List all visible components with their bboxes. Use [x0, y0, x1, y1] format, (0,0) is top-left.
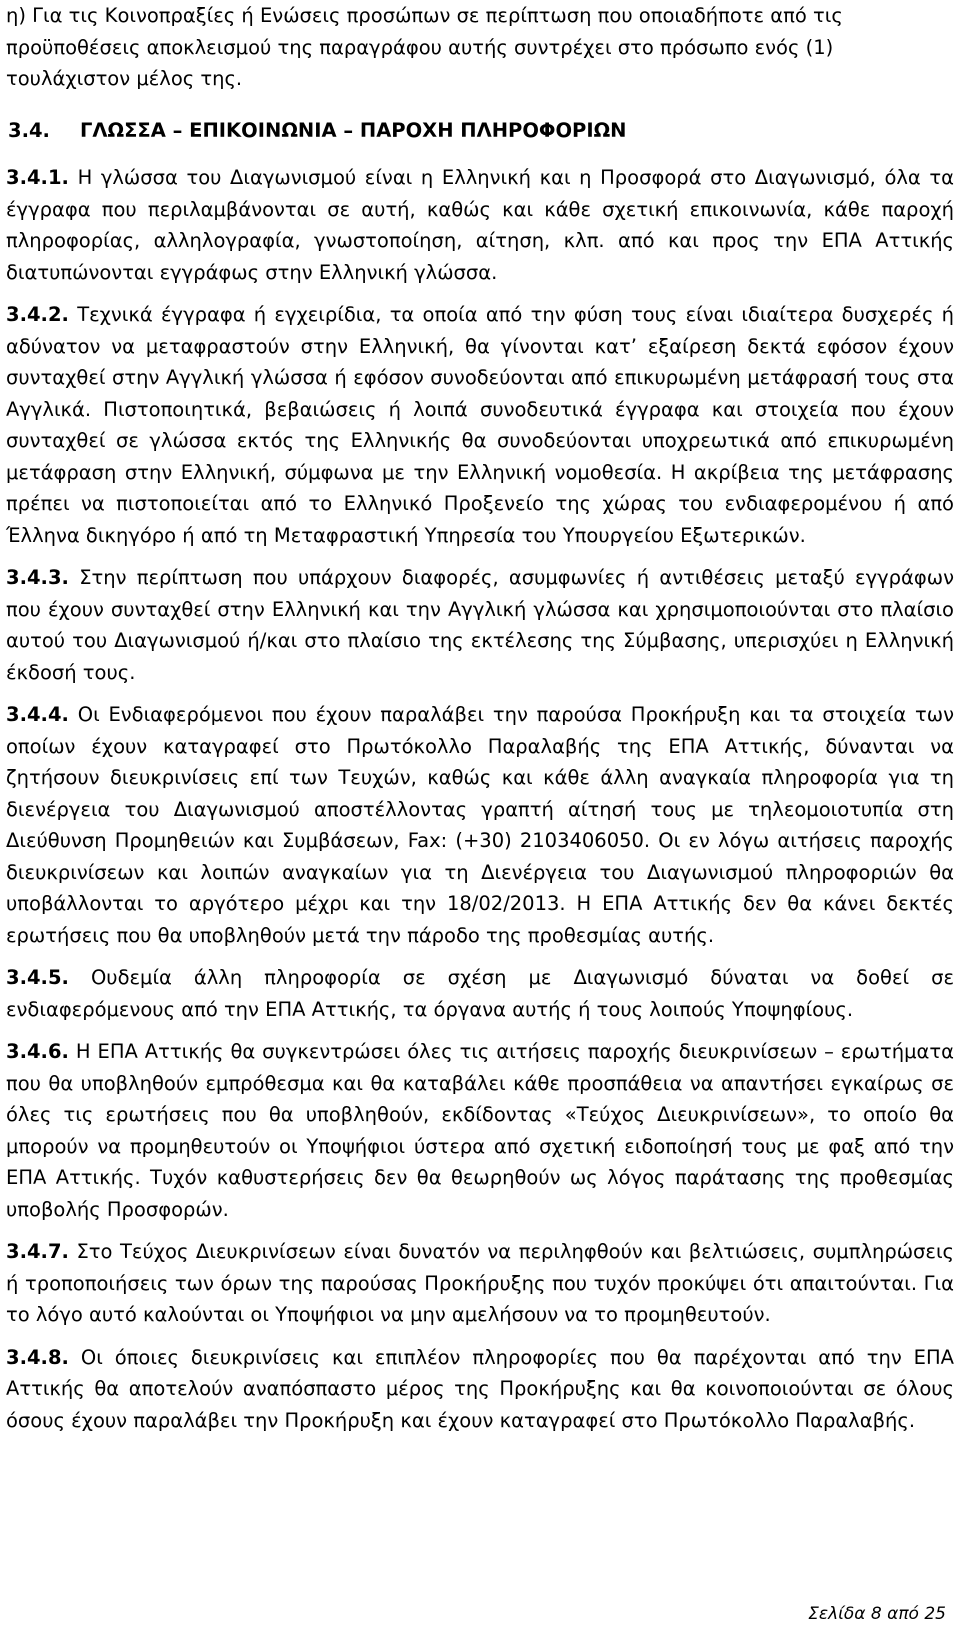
paragraph-3-4-5 [6, 962, 954, 1025]
paragraph-3-4-7 [6, 1236, 954, 1331]
paragraph-3-4-2 [6, 299, 954, 551]
spacer [6, 1331, 954, 1342]
spacer [6, 688, 954, 699]
paragraph-number: 3.4.2. [6, 303, 69, 326]
paragraph-number: 3.4.6. [6, 1040, 69, 1063]
paragraph-3-4-1 [6, 162, 954, 288]
paragraph-text: Στην περίπτωση που υπάρχουν διαφορές, ασυμφωνίες ή αντιθέσεις μεταξύ εγγράφων που έχουν συνταχθεί στην Ελληνική και την Αγγλική γλώσσα και χρησιμοποιούνται στο πλαίσιο αυτού του Διαγωνισμού ή/και στο πλαίσιο της εκτέλεσης της Σύμβασης, υπερισχύει η Ελληνική έκδοσή τους. [6, 566, 954, 684]
spacer [6, 551, 954, 562]
paragraph-3-4-3 [6, 562, 954, 688]
paragraph-number: 3.4.5. [6, 966, 69, 989]
paragraph-number: 3.4.3. [6, 566, 69, 589]
paragraph-text: Στο Τεύχος Διευκρινίσεων είναι δυνατόν να περιληφθούν και βελτιώσεις, συμπληρώσεις ή τροποποιήσεις των όρων της παρούσας Προκήρυξης που τυχόν προκύψει ότι απαιτούνται. Για το λόγο αυτό καλούνται οι Υποψήφιοι να μην αμελήσουν να το προμηθευτούν. [6, 1240, 954, 1326]
spacer [6, 951, 954, 962]
page-number-footer: Σελίδα 8 από 25 [808, 1604, 946, 1624]
paragraph-3-4-6 [6, 1036, 954, 1225]
paragraph-text: Οι όποιες διευκρινίσεις και επιπλέον πληροφορίες που θα παρέχονται από την ΕΠΑ Αττικής θα αποτελούν αναπόσπαστο μέρος της Προκήρυξης και θα κοινοποιούνται σε όλους όσους έχουν παραλάβει την Προκήρυξη και έχουν καταγραφεί στο Πρωτόκολλο Παραλαβής. [6, 1345, 955, 1432]
paragraph-text: Ουδεμία άλλη πληροφορία σε σχέση με Διαγωνισμό δύναται να δοθεί σε ενδιαφερόμενους από την ΕΠΑ Αττικής, τα όργανα αυτής ή τους λοιπούς Υποψηφίους. [6, 966, 954, 1021]
paragraph-3-4-4 [6, 699, 954, 951]
section-number: 3.4. [8, 118, 50, 142]
paragraph-number: 3.4.7. [6, 1240, 69, 1263]
paragraph-number: 3.4.8. [6, 1345, 69, 1369]
paragraph-number: 3.4.1. [6, 166, 69, 189]
spacer [6, 288, 954, 299]
spacer [6, 1225, 954, 1236]
section-heading [8, 115, 954, 147]
paragraph-3-4-8 [6, 1342, 954, 1437]
spacer [6, 146, 954, 162]
intro-paragraph: η) Για τις Κοινοπραξίες ή Ενώσεις προσώπων σε περίπτωση που οποιαδήποτε από τις προϋποθέσεις αποκλεισμού της παραγράφου αυτής συντρέχει στο πρόσωπο ενός (1) τουλάχιστον μέλος της. [6, 4, 843, 90]
paragraph-text: Οι Ενδιαφερόμενοι που έχουν παραλάβει την παρούσα Προκήρυξη και τα στοιχεία των οποίων έχουν καταγραφεί στο Πρωτόκολλο Παραλαβής της ΕΠΑ Αττικής, δύνανται να ζητήσουν διευκρινίσεις επί των Τευχών, καθώς και κάθε άλλη αναγκαία πληροφορία για τη διενέργεια του Διαγωνισμού αποστέλλοντας γραπτή αίτησή τους με τηλεομοιοτυπία στη Διεύθυνση Προμηθειών και Συμβάσεων, Fax: (+30) 2103406050. Οι εν λόγω αιτήσεις παροχής διευκρινίσεων και λοιπών αναγκαίων για τη Διενέργεια του Διαγωνισμού πληροφοριών θα υποβάλλονται το αργότερο μέχρι και την 18/02/2013. Η ΕΠΑ Αττικής δεν θα κάνει δεκτές ερωτήσεις που θα υποβληθούν μετά την πάροδο της προθεσμίας αυτής. [6, 703, 954, 947]
paragraph-number: 3.4.4. [6, 703, 69, 726]
spacer [6, 95, 954, 115]
paragraph-text: Η ΕΠΑ Αττικής θα συγκεντρώσει όλες τις αιτήσεις παροχής διευκρινίσεων – ερωτήματα που θα υποβληθούν εμπρόθεσμα και θα καταβάλει κάθε προσπάθεια να απαντήσει εγκαίρως σε όλες τις ερωτήσεις που θα υποβληθούν, εκδίδοντας «Τεύχος Διευκρινίσεων», το οποίο θα μπορούν να προμηθευτούν οι Υποψήφιοι ύστερα από σχετική ειδοποίησή τους με φαξ από την ΕΠΑ Αττικής. Τυχόν καθυστερήσεις δεν θα θεωρηθούν ως λόγος παράτασης της προθεσμίας υποβολής Προσφορών. [6, 1040, 954, 1221]
page-content [6, 0, 954, 1436]
section-title: ΓΛΩΣΣΑ – ΕΠΙΚΟΙΝΩΝΙΑ – ΠΑΡΟΧΗ ΠΛΗΡΟΦΟΡΙΩΝ [80, 118, 627, 142]
paragraph-text: Η γλώσσα του Διαγωνισμού είναι η Ελληνική και η Προσφορά στο Διαγωνισμό, όλα τα έγγραφα που περιλαμβάνονται σε αυτή, καθώς και κάθε σχετική επικοινωνία, κάθε παροχή πληροφορίας, αλληλογραφία, γνωστοποίηση, αίτηση, κλπ. από και προς την ΕΠΑ Αττικής διατυπώνονται εγγράφως στην Ελληνική γλώσσα. [6, 166, 954, 284]
spacer [6, 1025, 954, 1036]
paragraph-text: Τεχνικά έγγραφα ή εγχειρίδια, τα οποία από την φύση τους είναι ιδιαίτερα δυσχερές ή αδύνατον να μεταφραστούν στην Ελληνική, θα γίνονται κατ’ εξαίρεση δεκτά εφόσον έχουν συνταχθεί στην Αγγλική γλώσσα ή εφόσον συνοδεύονται από επικυρωμένη μετάφρασή τους στα Αγγλικά. Πιστοποιητικά, βεβαιώσεις ή λοιπά συνοδευτικά έγγραφα και στοιχεία που έχουν συνταχθεί σε γλώσσα εκτός της Ελληνικής θα συνοδεύονται υποχρεωτικά από επικυρωμένη μετάφραση στην Ελληνική, σύμφωνα με την Ελληνική νομοθεσία. Η ακρίβεια της μετάφρασης πρέπει να πιστοποιείται από το Ελληνικό Προξενείο της χώρας του ενδιαφερομένου ή από Έλληνα δικηγόρο ή από τη Μεταφραστική Υπηρεσία του Υπουργείου Εξωτερικών. [6, 303, 954, 547]
